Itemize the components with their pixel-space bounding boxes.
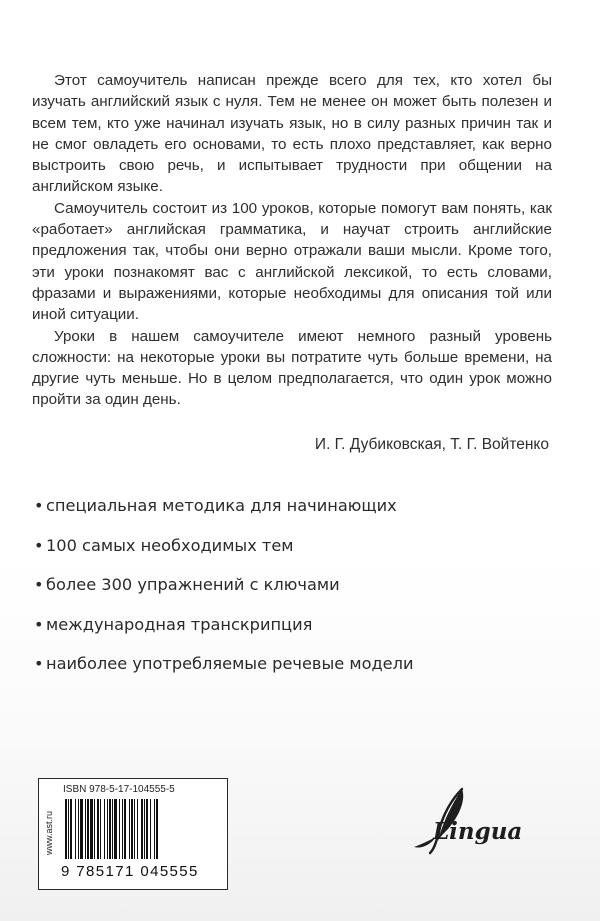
barcode-bar xyxy=(90,799,93,859)
feature-item xyxy=(34,610,574,650)
feature-text: наиболее употребляемые речевые модели xyxy=(46,654,414,673)
feature-item xyxy=(34,491,574,531)
barcode-bar xyxy=(122,799,123,859)
barcode-bar xyxy=(154,799,155,859)
bullet-icon: • xyxy=(34,575,44,594)
barcode-bar xyxy=(146,799,148,859)
barcode-bar xyxy=(129,799,130,859)
feature-list xyxy=(34,491,574,689)
barcode-bar xyxy=(124,799,126,859)
authors-line: И. Г. Дубиковская, Т. Г. Войтенко xyxy=(314,436,549,453)
barcode-bar xyxy=(156,799,158,859)
barcode-bar xyxy=(78,799,79,859)
feature-text: более 300 упражнений с ключами xyxy=(46,575,340,594)
barcode-bar xyxy=(137,799,138,859)
barcode-bar xyxy=(65,799,67,859)
barcode-bar xyxy=(112,799,113,859)
barcode-box xyxy=(38,778,228,890)
feature-text: 100 самых необходимых тем xyxy=(46,535,294,555)
feature-item xyxy=(34,570,574,610)
barcode-bar xyxy=(70,799,72,859)
barcode-bar xyxy=(119,799,120,859)
barcode-bar xyxy=(131,799,133,859)
intro-paragraph-2: Самоучитель состоит из 100 уроков, которые помогут вам понять, как «работает» английская грамматика, и научат строить английские предложения так, чтобы они верно отражали ваши мысли. Кроме того, эти уроки познакомят вас с английской лексикой, то есть словами, фразами и выражениями, которые необходимы для описания той или иной ситуации. xyxy=(32,199,552,324)
ean-digits: 9 785171 045555 xyxy=(61,863,199,880)
publisher-site xyxy=(41,781,57,885)
barcode-bar xyxy=(97,799,99,859)
barcode-bar xyxy=(75,799,76,859)
intro-paragraph-3: Уроки в нашем самоучителе имеют немного разный уровень сложности: на некоторые уроки вы потратите чуть больше времени, на другие чуть меньше. Но в целом предполагается, что один урок можно пройти за один день. xyxy=(32,327,552,409)
bullet-icon: • xyxy=(34,535,44,555)
barcode-bar xyxy=(104,799,105,859)
publisher-logo: Lingua xyxy=(433,818,523,845)
barcode-bar xyxy=(100,799,101,859)
feature-text: специальная методика для начинающих xyxy=(46,496,397,515)
barcode-bar xyxy=(94,799,95,859)
barcode-bar xyxy=(109,799,111,859)
barcode-bar xyxy=(144,799,145,859)
bullet-icon: • xyxy=(34,654,44,673)
intro-paragraph-1: Этот самоучитель написан прежде всего для тех, кто хотел бы изучать английский язык с нуля. Тем не менее он может быть полезен и всем тем, кто уже начинал изучать язык, но в силу разных причин так и не смог овладеть его основами, то есть плохо представляет, как верно выстроить свою речь, и испытывает трудности при общении на английском языке. xyxy=(32,72,552,196)
barcode-bar xyxy=(107,799,108,859)
intro-text xyxy=(32,70,552,411)
barcode-bar xyxy=(68,799,69,859)
barcode-bar xyxy=(87,799,89,859)
publisher-site-text: www.ast.ru xyxy=(44,810,55,856)
feature-text: международная транскрипция xyxy=(46,614,313,634)
barcode-bar xyxy=(85,799,86,859)
barcode-bar xyxy=(134,799,135,859)
barcode-icon xyxy=(65,799,221,859)
bullet-icon: • xyxy=(34,496,44,515)
barcode-bar xyxy=(80,799,83,859)
barcode-bar xyxy=(114,799,117,859)
isbn-number: ISBN 978-5-17-104555-5 xyxy=(63,784,175,795)
feature-item xyxy=(34,531,574,571)
bullet-icon: • xyxy=(34,614,44,634)
feature-item xyxy=(34,649,574,689)
barcode-bar xyxy=(141,799,143,859)
barcode-bar xyxy=(150,799,151,859)
